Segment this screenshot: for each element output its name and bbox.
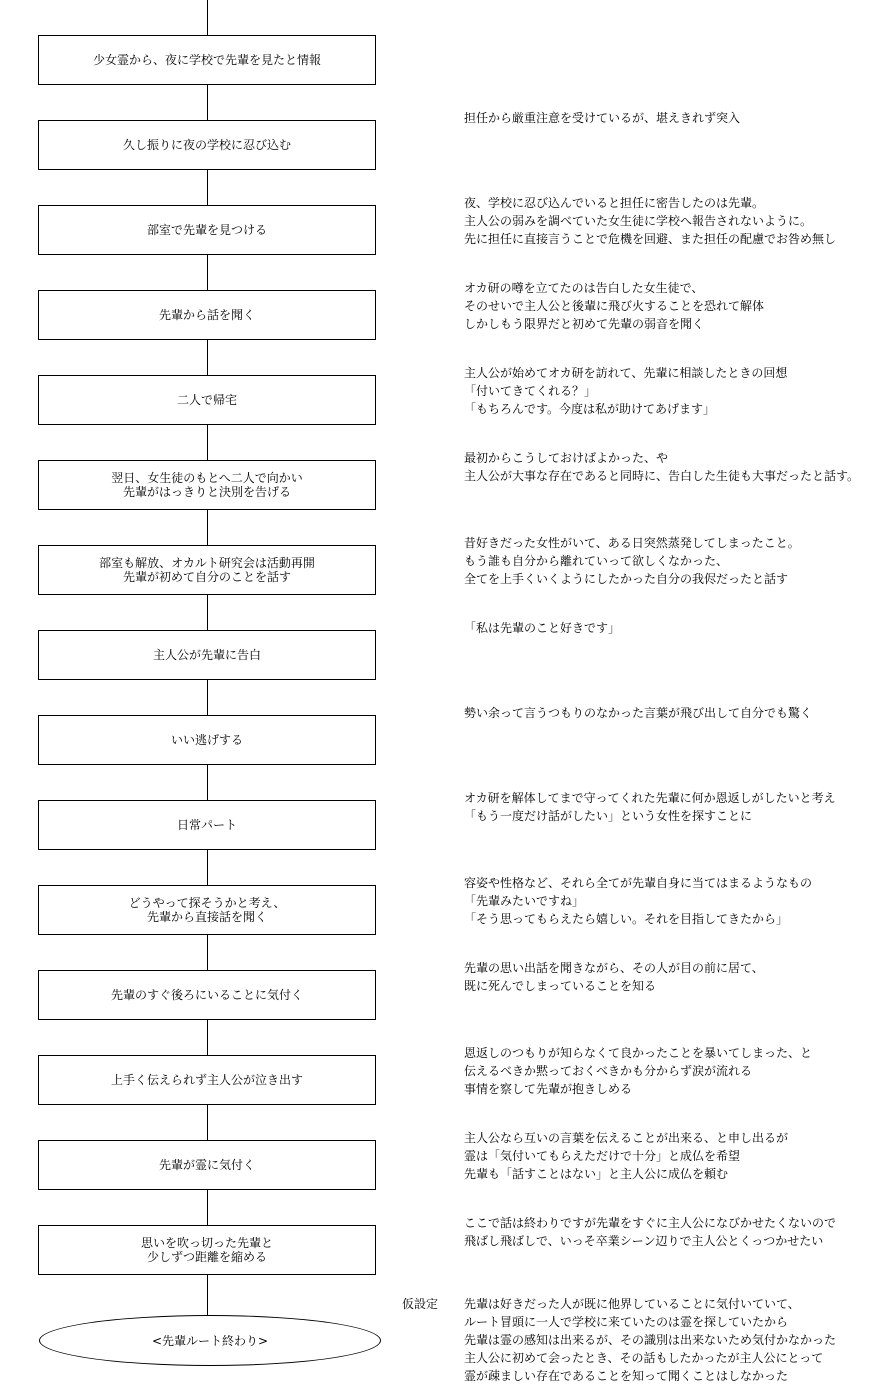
step-note-9: 勢い余って言うつもりのなかった言葉が飛び出して自分でも驚く — [464, 706, 813, 720]
flow-step-1: 少女霊から、夜に学校で先輩を見たと情報 — [38, 35, 376, 85]
step-note-5: 主人公が始めてオカ研を訪れて、先輩に相談したときの回想 「付いてきてくれる？」 「もちろんです。今度は私が助けてあげます」 — [464, 366, 788, 416]
step-note-6: 最初からこうしておけばよかった、や 主人公が大事な存在であると同時に、告白した生徒も大事だったと話す。 — [464, 451, 860, 483]
provisional-setting-note: 先輩は好きだった人が既に他界していることに気付いていて、 ルート冒頭に一人で学校に来ていたのは霊を探していたから 先輩は霊の感知は出来るが、その識別は出来ないため気付かなかった 主人公に初めて会ったとき、その話もしたかったが主人公にとって 霊が疎ましい存在であることを知って聞くことはしなかった — [464, 1297, 837, 1383]
flow-step-7: 部室も解放、オカルト研究会は活動再開 先輩が初めて自分のことを話す — [38, 545, 376, 595]
flow-step-8: 主人公が先輩に告白 — [38, 630, 376, 680]
flow-step-3: 部室で先輩を見つける — [38, 205, 376, 255]
step-note-11: 容姿や性格など、それら全てが先輩自身に当てはまるようなもの 「先輩みたいですね」 「そう思ってもらえたら嬉しい。それを目指してきたから」 — [464, 876, 813, 926]
flow-connector — [207, 170, 208, 205]
flow-connector — [207, 1275, 208, 1315]
provisional-setting-label: 仮設定 — [402, 1297, 439, 1311]
step-note-8: 「私は先輩のこと好きです」 — [464, 621, 621, 635]
flow-step-10: 日常パート — [38, 800, 376, 850]
flow-step-14: 先輩が霊に気付く — [38, 1140, 376, 1190]
step-note-14: 主人公なら互いの言葉を伝えることが出来る、と申し出るが 霊は「気付いてもらえただけで十分」と成仏を希望 先輩も「話すことはない」と主人公に成仏を頼む — [464, 1131, 789, 1181]
flow-step-15: 思いを吹っ切った先輩と 少しずつ距離を縮める — [38, 1225, 376, 1275]
step-note-3: 夜、学校に忍び込んでいると担任に密告したのは先輩。 主人公の弱みを調べていた女生徒に学校へ報告されないように。 先に担任に直接言うことで危機を回避、また担任の配慮でお咎め無し — [464, 196, 837, 246]
step-note-15: ここで話は終わりですが先輩をすぐに主人公になびかせたくないので 飛ばし飛ばしで、いっそ卒業シーン辺りで主人公とくっつかせたい — [464, 1216, 837, 1248]
flow-connector — [207, 255, 208, 290]
flow-connector — [207, 0, 208, 35]
step-note-2: 担任から厳重注意を受けているが、堪えきれず突入 — [464, 111, 741, 125]
step-note-13: 恩返しのつもりが知らなくて良かったことを暴いてしまった、と 伝えるべきか黙っておくべきかも分からず涙が流れる 事情を察して先輩が抱きしめる — [464, 1046, 813, 1096]
flow-connector — [207, 595, 208, 630]
flow-connector — [207, 85, 208, 120]
flow-connector — [207, 340, 208, 375]
flow-connector — [207, 935, 208, 970]
flow-connector — [207, 1020, 208, 1055]
flow-step-5: 二人で帰宅 — [38, 375, 376, 425]
route-end-oval: <先輩ルート終わり> — [39, 1315, 381, 1366]
flow-step-12: 先輩のすぐ後ろにいることに気付く — [38, 970, 376, 1020]
flow-connector — [207, 765, 208, 800]
flow-step-4: 先輩から話を聞く — [38, 290, 376, 340]
step-note-12: 先輩の思い出話を聞きながら、その人が目の前に居て、 既に死んでしまっていることを知る — [464, 961, 764, 993]
flow-connector — [207, 850, 208, 885]
flow-step-2: 久し振りに夜の学校に忍び込む — [38, 120, 376, 170]
flow-connector — [207, 510, 208, 545]
flow-step-6: 翌日、女生徒のもとへ二人で向かい 先輩がはっきりと決別を告げる — [38, 460, 376, 510]
flow-step-13: 上手く伝えられず主人公が泣き出す — [38, 1055, 376, 1105]
flow-connector — [207, 1190, 208, 1225]
step-note-10: オカ研を解体してまで守ってくれた先輩に何か恩返しがしたいと考え 「もう一度だけ話がしたい」という女性を探すことに — [464, 791, 836, 823]
step-note-7: 昔好きだった女性がいて、ある日突然蒸発してしまったこと。 もう誰も自分から離れていって欲しくなかった、 全てを上手くいくようにしたかった自分の我侭だったと話す — [464, 536, 800, 586]
flow-connector — [207, 425, 208, 460]
flow-connector — [207, 680, 208, 715]
flow-step-11: どうやって探そうかと考え、 先輩から直接話を聞く — [38, 885, 376, 935]
flow-connector — [207, 1105, 208, 1140]
flow-step-9: いい逃げする — [38, 715, 376, 765]
step-note-4: オカ研の噂を立てたのは告白した女生徒で、 そのせいで主人公と後輩に飛び火することを恐れて解体 しかしもう限界だと初めて先輩の弱音を聞く — [464, 281, 765, 331]
